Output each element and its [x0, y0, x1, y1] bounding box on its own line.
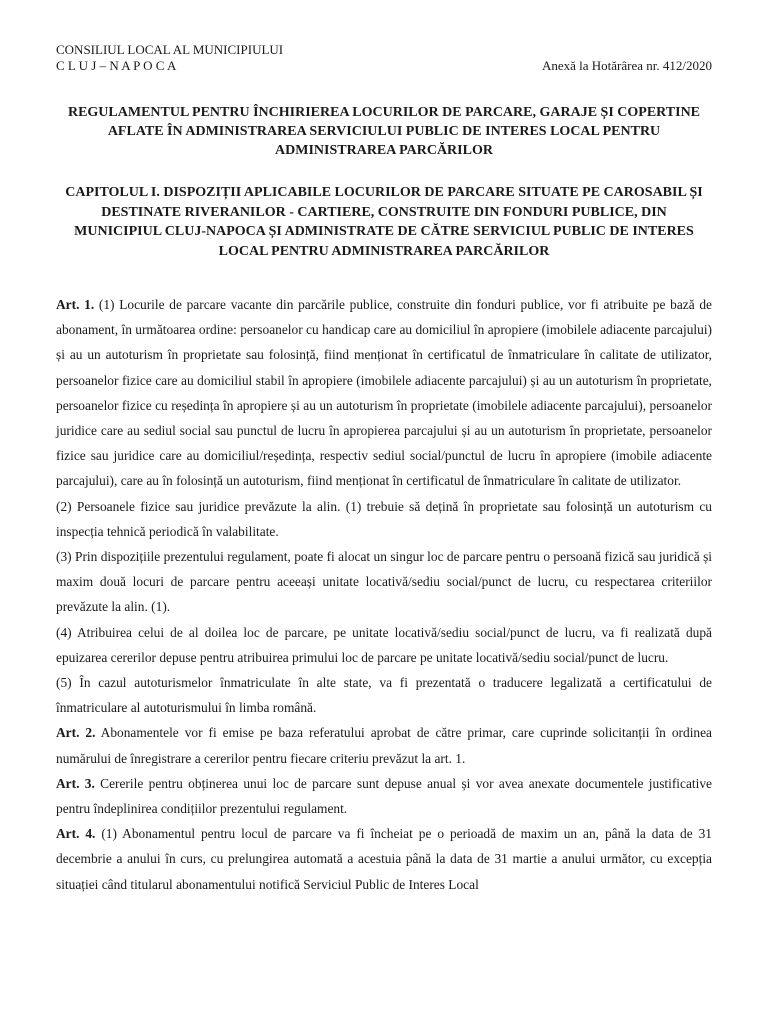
paragraph-text: (4) Atribuirea celui de al doilea loc de parcare, pe unitate locativă/sediu social/punct de lucru, va fi realizată după epuizarea cererilor depuse pentru atribuirea primului loc de parcare pe unitate locativă/sediu social/punct de lucru. — [56, 624, 712, 665]
paragraph — [56, 494, 712, 544]
paragraph-text: Abonamentele vor fi emise pe baza referatului aprobat de către primar, care cuprinde solicitanții în ordinea numărului de înregistrare a cererilor pentru fiecare criteriu prevăzut la art. 1. — [56, 725, 712, 766]
issuer-block — [56, 42, 283, 74]
paragraph — [56, 292, 712, 494]
chapter-heading: CAPITOLUL I. DISPOZIȚII APLICABILE LOCURILOR DE PARCARE SITUATE PE CAROSABIL ȘI DESTINATE RIVERANILOR - CARTIERE, CONSTRUITE DIN FONDURI PUBLICE, DIN MUNICIPIUL CLUJ-NAPOCA ȘI ADMINISTRATE DE CĂTRE SERVICIUL PUBLIC DE INTERES LOCAL PENTRU ADMINISTRAREA PARCĂRILOR — [65, 185, 703, 259]
paragraph-text: (1) Locurile de parcare vacante din parcările publice, construite din fonduri publice, vor fi atribuite pe bază de abonament, în următoarea ordine: persoanelor cu handicap care au domiciliul în apropiere (imobilele adiacente parcajului) și au un autoturism în proprietate sau folosință, fiind menționat în certificatul de înmatriculare în calitate de utilizator, persoanelor fizice care au domiciliul stabil în apropiere (imobilele adiacente parcajului) și au un autoturism în proprietate, persoanelor fizice cu reședința în apropiere și au un autoturism în proprietate (imobilele adiacente parcajului), persoanelor juridice care au sediul social sau punctul de lucru în apropierea parcajului și au un autoturism în proprietate, persoanelor fizice sau juridice care au domiciliul/reședința, respectiv sediul social/punctul de lucru în apropiere (imobile adiacente parcajului), care au în folosință un autoturism, fiind menționat în certificatul de înmatriculare în calitate de utilizator. — [56, 297, 712, 489]
annex-reference: Anexă la Hotărârea nr. 412/2020 — [541, 58, 712, 73]
paragraph — [56, 544, 712, 620]
issuer-line-1: CONSILIUL LOCAL AL MUNICIPIULUI — [56, 42, 284, 57]
paragraph — [56, 771, 712, 821]
paragraph-text: Cererile pentru obținerea unui loc de parcare sunt depuse anual și vor avea anexate documentele justificative pentru îndeplinirea condițiilor prezentului regulament. — [56, 775, 712, 817]
paragraph-text: (2) Persoanele fizice sau juridice prevăzute la alin. (1) trebuie să dețină în proprietate sau folosință un autoturism cu inspecția tehnică periodică în valabilitate. — [56, 498, 712, 539]
paragraph — [56, 821, 712, 897]
paragraph-text: (5) În cazul autoturismelor înmatriculate în alte state, va fi prezentată o traducere legalizată a certificatului de înmatriculare al autoturismului în limba română. — [56, 675, 712, 716]
article-label: Art. 4. — [56, 826, 96, 842]
paragraph-text: (1) Abonamentul pentru locul de parcare va fi încheiat pe o perioadă de maxim un an, până la data de 31 decembrie a anului în curs, cu prelungirea automată a acestuia până la data de 31 martie a anului următor, cu excepția situației când titularul abonamentului notifică Serviciul Public de Interes Local — [56, 826, 712, 892]
article-label: Art. 1. — [56, 297, 95, 312]
paragraph — [56, 670, 712, 720]
paragraph-text: (3) Prin dispozițiile prezentului regulament, poate fi alocat un singur loc de parcare pentru o persoană fizică sau juridică și maxim două locuri de parcare pentru aceeași unitate locativă/sediu social/punct de lucru, cu respectarea criteriilor prevăzute la alin. (1). — [56, 549, 712, 615]
document-body — [56, 292, 712, 897]
document-title: REGULAMENTUL PENTRU ÎNCHIRIEREA LOCURILOR DE PARCARE, GARAJE ȘI COPERTINE AFLATE ÎN ADMINISTRAREA SERVICIULUI PUBLIC DE INTERES LOCAL PENTRU ADMINISTRAREA PARCĂRILOR — [67, 105, 701, 158]
article-label: Art. 2. — [56, 725, 96, 741]
paragraph — [56, 720, 712, 770]
paragraph — [56, 620, 712, 670]
article-label: Art. 3. — [56, 775, 95, 791]
issuer-line-2: C L U J – N A P O C A — [56, 58, 177, 73]
